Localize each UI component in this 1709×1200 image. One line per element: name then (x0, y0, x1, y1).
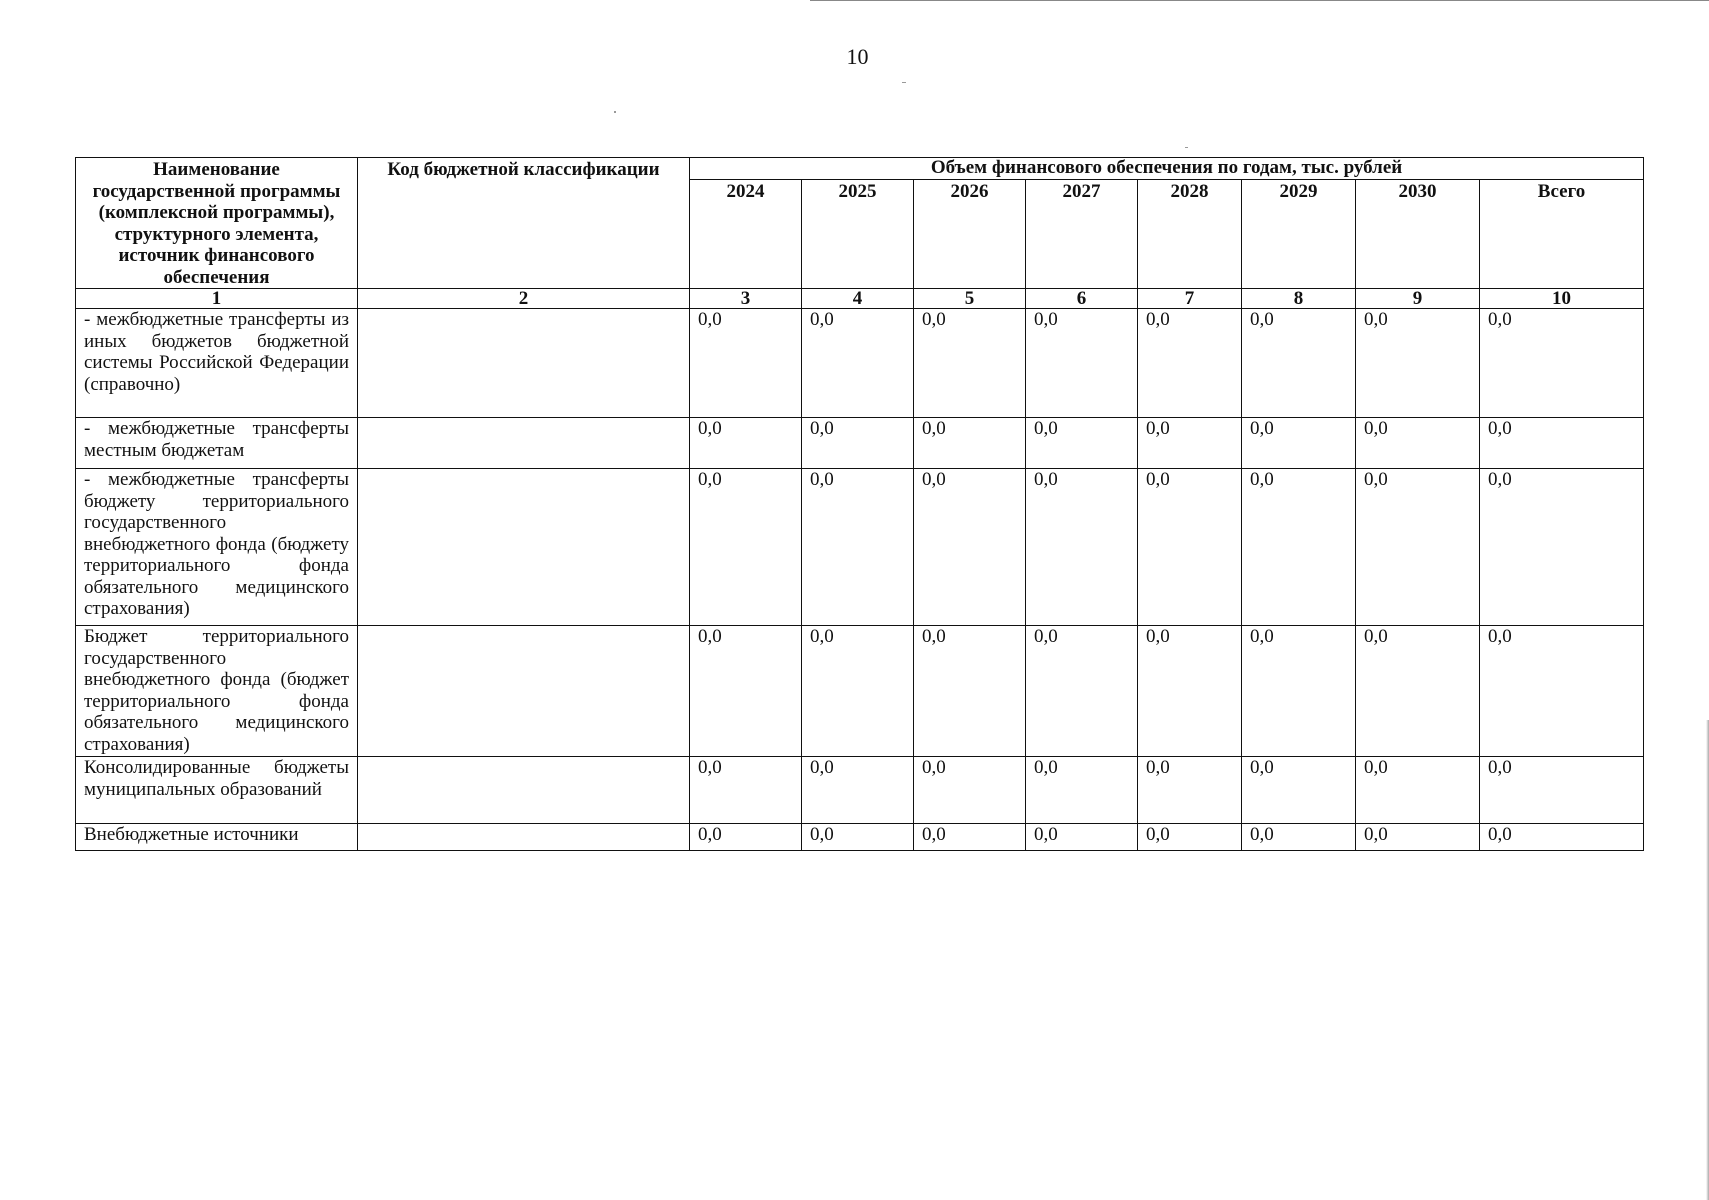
row-value: 0,0 (1242, 757, 1356, 824)
header-year: 2028 (1138, 180, 1242, 289)
row-value: 0,0 (1356, 824, 1480, 851)
row-value: 0,0 (690, 626, 802, 757)
table-row (76, 418, 1644, 469)
column-number: 8 (1242, 289, 1356, 309)
row-total: 0,0 (1480, 309, 1644, 418)
row-value: 0,0 (1242, 469, 1356, 626)
row-value: 0,0 (802, 824, 914, 851)
header-total: Всего (1480, 180, 1644, 289)
row-value: 0,0 (1242, 824, 1356, 851)
row-code (358, 824, 690, 851)
row-total: 0,0 (1480, 469, 1644, 626)
row-code (358, 309, 690, 418)
row-value: 0,0 (1138, 757, 1242, 824)
column-number: 7 (1138, 289, 1242, 309)
row-value: 0,0 (1356, 626, 1480, 757)
header-year: 2030 (1356, 180, 1480, 289)
financing-table (75, 157, 1644, 851)
column-number: 9 (1356, 289, 1480, 309)
column-number: 4 (802, 289, 914, 309)
row-value: 0,0 (1242, 418, 1356, 469)
header-row-top (76, 158, 1644, 180)
row-value: 0,0 (1242, 626, 1356, 757)
row-value: 0,0 (802, 626, 914, 757)
row-code (358, 418, 690, 469)
table-row (76, 757, 1644, 824)
row-value: 0,0 (690, 824, 802, 851)
column-number: 2 (358, 289, 690, 309)
row-label: Консолидированные бюджеты муниципальных образований (76, 757, 358, 824)
row-value: 0,0 (1138, 824, 1242, 851)
header-year: 2026 (914, 180, 1026, 289)
row-label: - межбюджетные трансферты местным бюджетам (76, 418, 358, 469)
header-year: 2024 (690, 180, 802, 289)
scan-speck (1185, 147, 1188, 148)
header-year: 2027 (1026, 180, 1138, 289)
row-value: 0,0 (1026, 626, 1138, 757)
row-value: 0,0 (914, 418, 1026, 469)
header-year: 2025 (802, 180, 914, 289)
column-number: 6 (1026, 289, 1138, 309)
column-number: 3 (690, 289, 802, 309)
row-value: 0,0 (1138, 309, 1242, 418)
row-value: 0,0 (802, 757, 914, 824)
row-value: 0,0 (914, 824, 1026, 851)
column-number-row (76, 289, 1644, 309)
row-value: 0,0 (1026, 824, 1138, 851)
header-volume: Объем финансового обеспечения по годам, тыс. рублей (690, 158, 1644, 180)
row-label: Внебюджетные источники (76, 824, 358, 851)
row-value: 0,0 (914, 309, 1026, 418)
table-row (76, 469, 1644, 626)
table-row (76, 309, 1644, 418)
scan-speck (902, 82, 906, 83)
row-label: Бюджет территориального государственного внебюджетного фонда (бюджет территориального фонда обязательного медицинского страхования) (76, 626, 358, 757)
row-value: 0,0 (802, 469, 914, 626)
row-total: 0,0 (1480, 757, 1644, 824)
row-label: - межбюджетные трансферты из иных бюджетов бюджетной системы Российской Федерации (справочно) (76, 309, 358, 418)
table-row (76, 824, 1644, 851)
row-value: 0,0 (1242, 309, 1356, 418)
row-value: 0,0 (1356, 418, 1480, 469)
column-number: 10 (1480, 289, 1644, 309)
row-value: 0,0 (1138, 626, 1242, 757)
row-total: 0,0 (1480, 418, 1644, 469)
row-value: 0,0 (802, 309, 914, 418)
header-name: Наименование государственной программы (комплексной программы), структурного элемента, источник финансового обеспечения (76, 158, 358, 289)
page-number: 10 (846, 44, 869, 69)
row-value: 0,0 (802, 418, 914, 469)
row-value: 0,0 (1356, 757, 1480, 824)
row-value: 0,0 (1026, 469, 1138, 626)
row-value: 0,0 (1138, 469, 1242, 626)
header-code: Код бюджетной классификации (358, 158, 690, 289)
row-value: 0,0 (1356, 469, 1480, 626)
row-value: 0,0 (1026, 418, 1138, 469)
row-value: 0,0 (1356, 309, 1480, 418)
row-value: 0,0 (690, 309, 802, 418)
row-label: - межбюджетные трансферты бюджету территориального государственного внебюджетного фонда (бюджету территориального фонда обязательного медицинского страхования) (76, 469, 358, 626)
row-value: 0,0 (914, 757, 1026, 824)
row-total: 0,0 (1480, 626, 1644, 757)
row-code (358, 626, 690, 757)
row-value: 0,0 (914, 626, 1026, 757)
table-row (76, 626, 1644, 757)
column-number: 5 (914, 289, 1026, 309)
row-total: 0,0 (1480, 824, 1644, 851)
scan-speck (614, 111, 616, 113)
row-value: 0,0 (1026, 309, 1138, 418)
header-year: 2029 (1242, 180, 1356, 289)
column-number: 1 (76, 289, 358, 309)
row-code (358, 757, 690, 824)
scan-top-border (810, 0, 1709, 1)
row-value: 0,0 (690, 418, 802, 469)
row-value: 0,0 (1138, 418, 1242, 469)
row-value: 0,0 (690, 757, 802, 824)
row-value: 0,0 (1026, 757, 1138, 824)
row-value: 0,0 (914, 469, 1026, 626)
row-code (358, 469, 690, 626)
row-value: 0,0 (690, 469, 802, 626)
